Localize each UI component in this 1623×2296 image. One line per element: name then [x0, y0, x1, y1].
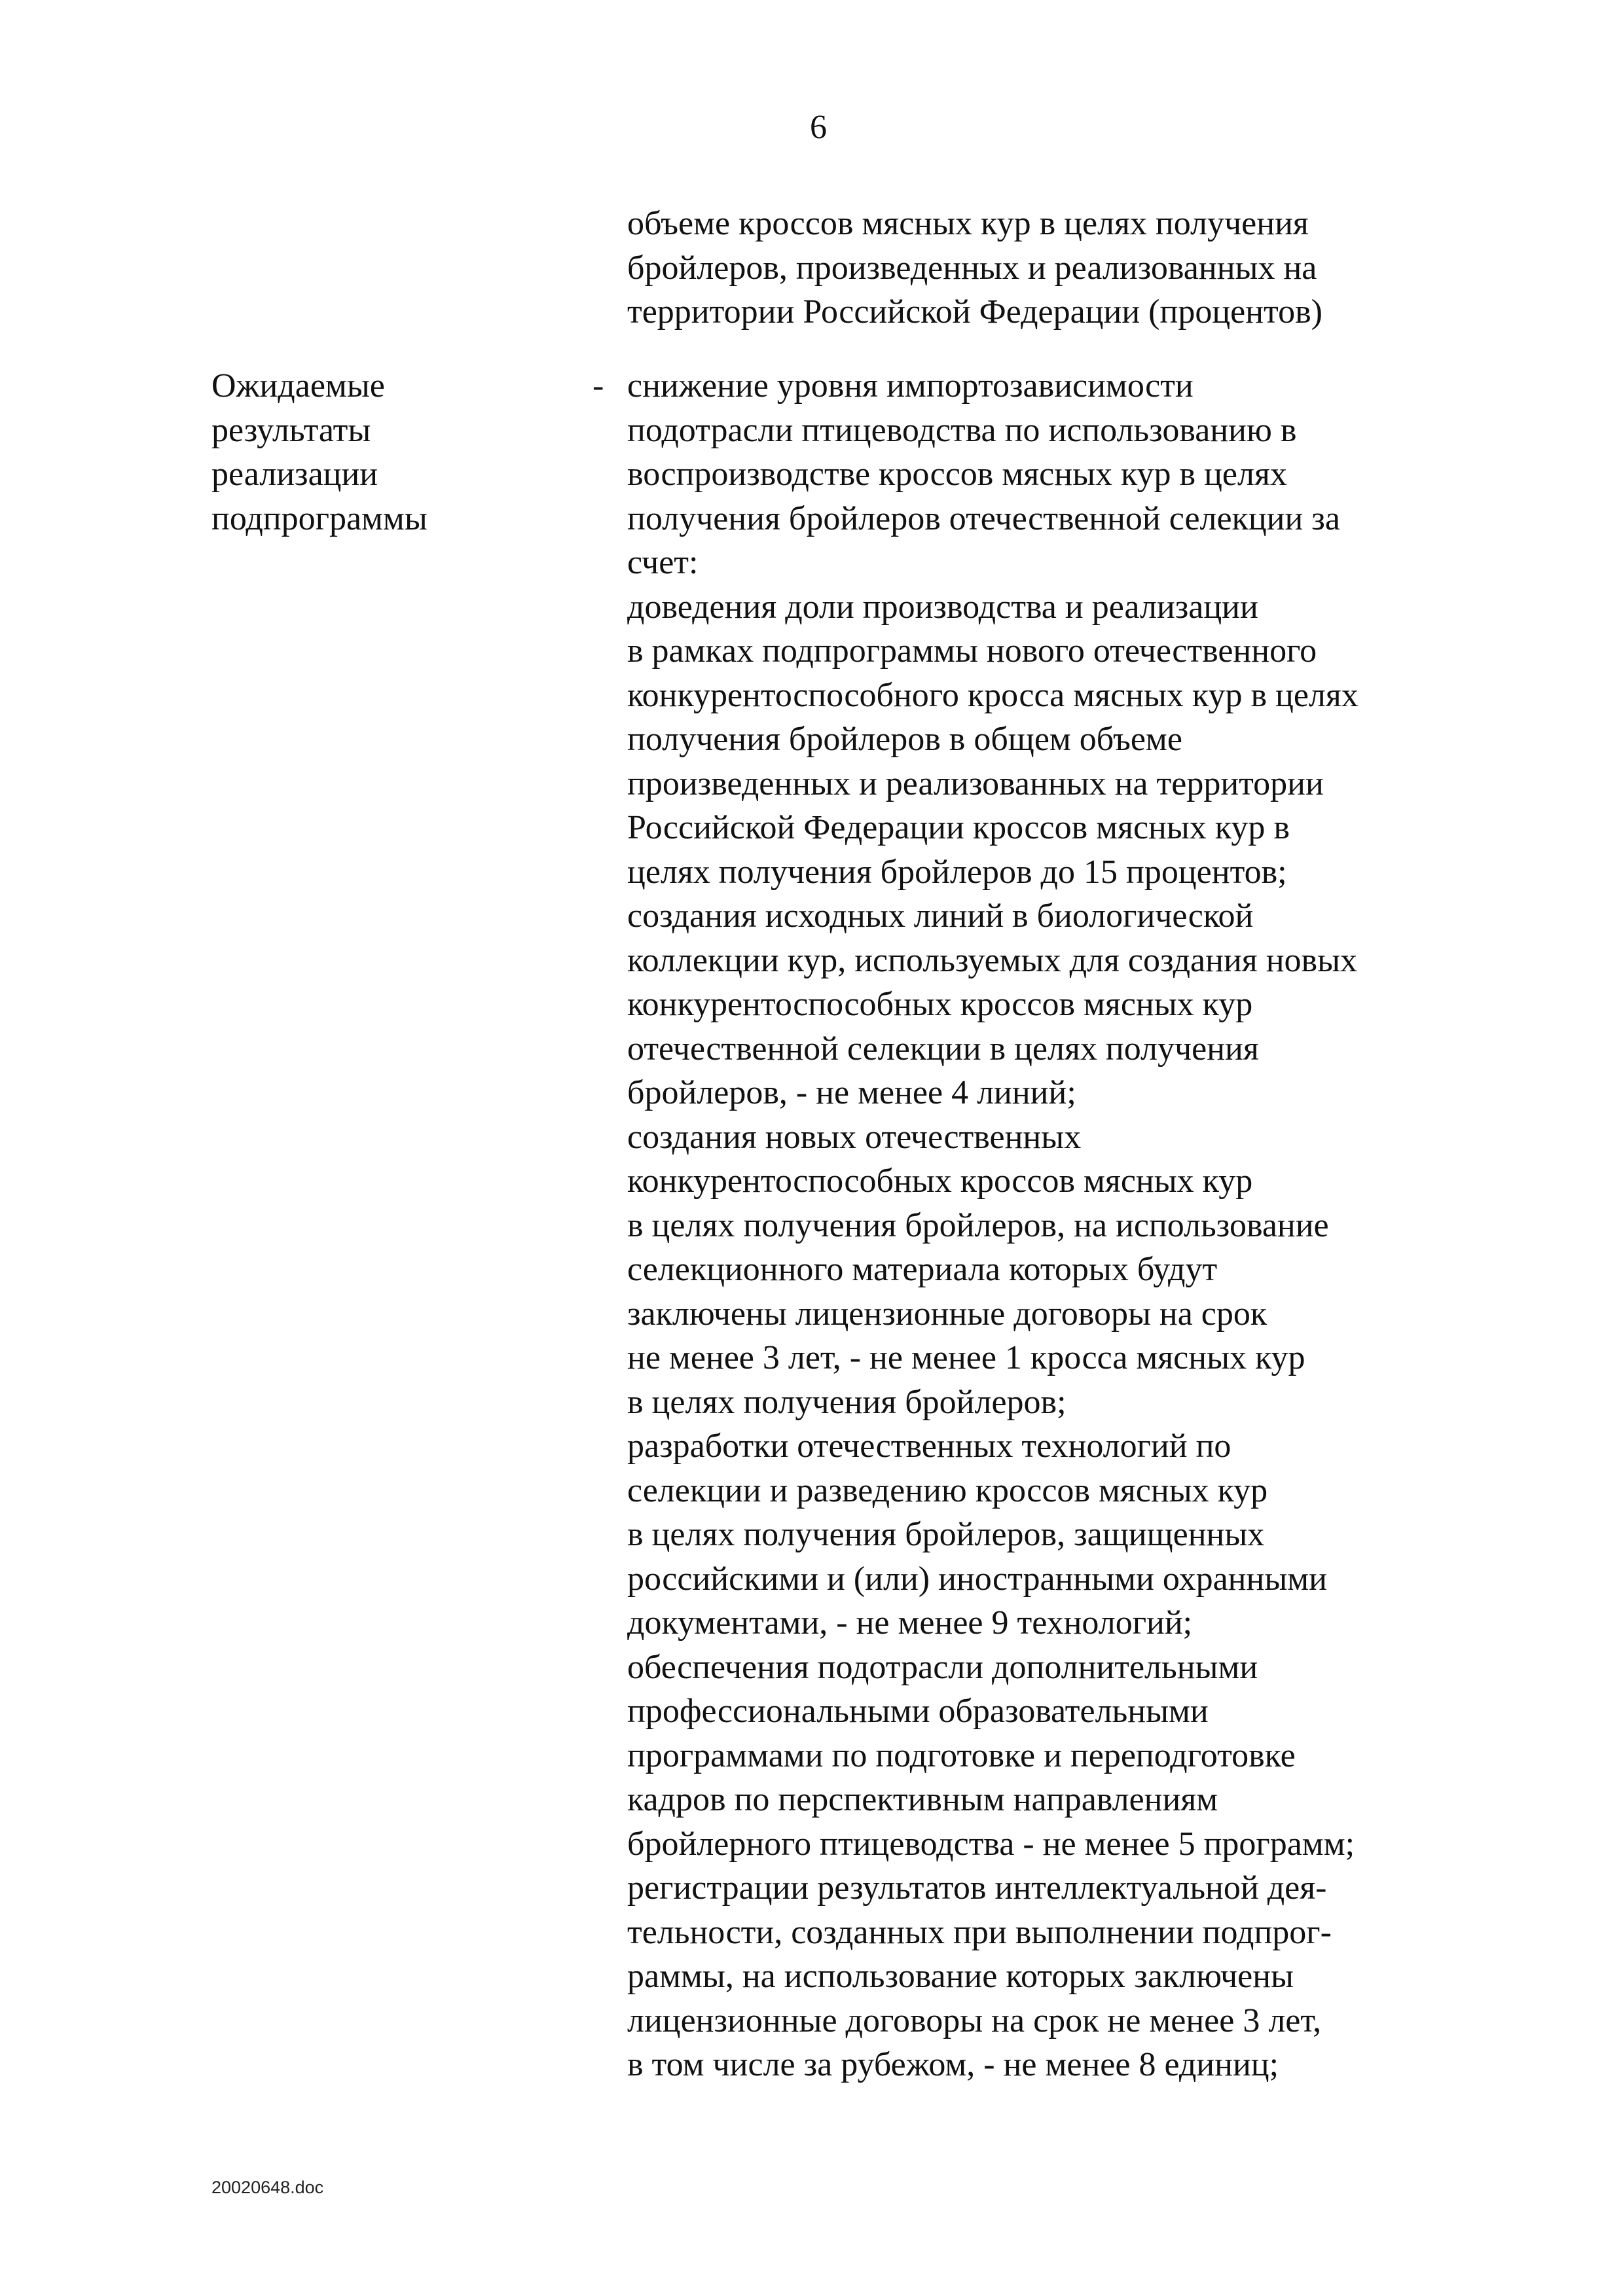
text-line: подотрасли птицеводства по использованию в	[627, 411, 1297, 449]
text-line: селекции и разведению кроссов мясных кур	[627, 1471, 1268, 1509]
label-line: реализации	[211, 456, 378, 493]
text-line: не менее 3 лет, - не менее 1 кросса мясных кур	[627, 1339, 1305, 1376]
text-line: получения бройлеров отечественной селекции за	[627, 499, 1340, 537]
text-line: программами по подготовке и переподготовке	[627, 1736, 1296, 1774]
label-line: подпрограммы	[211, 499, 428, 537]
text-line: бройлерного птицеводства - не менее 5 программ;	[627, 1825, 1355, 1863]
text-line: в целях получения бройлеров, защищенных	[627, 1516, 1265, 1553]
text-line: создания исходных линий в биологической	[627, 897, 1254, 935]
text-line: обеспечения подотрасли дополнительными	[627, 1648, 1258, 1686]
text-line: тельности, созданных при выполнении подпрог-	[627, 1913, 1332, 1951]
text-line: создания новых отечественных	[627, 1118, 1082, 1156]
intro-paragraph	[627, 202, 1322, 334]
text-line: бройлеров, произведенных и реализованных на	[627, 249, 1317, 287]
section-label	[211, 364, 428, 541]
text-line: бройлеров, - не менее 4 линий;	[627, 1074, 1076, 1111]
text-line: территории Российской Федерации (процентов)	[627, 293, 1322, 331]
results-text	[627, 364, 1359, 2087]
text-line: воспроизводстве кроссов мясных кур в целях	[627, 456, 1287, 493]
text-line: отечественной селекции в целях получения	[627, 1030, 1259, 1067]
text-line: конкурентоспособных кроссов мясных кур	[627, 986, 1253, 1023]
text-line: произведенных и реализованных на территории	[627, 764, 1324, 802]
list-dash: -	[593, 367, 604, 404]
page-number: 6	[810, 109, 827, 146]
text-line: целях получения бройлеров до 15 процентов;	[627, 853, 1287, 891]
text-line: регистрации результатов интеллектуальной дея-	[627, 1869, 1327, 1907]
text-line: в рамках подпрограммы нового отечественного	[627, 632, 1317, 670]
text-line: получения бройлеров в общем объеме	[627, 721, 1182, 758]
text-line: Российской Федерации кроссов мясных кур в	[627, 809, 1290, 846]
footer-filename: 20020648.doc	[211, 2178, 324, 2197]
text-line: документами, - не менее 9 технологий;	[627, 1604, 1193, 1641]
text-line: в целях получения бройлеров, на использование	[627, 1206, 1329, 1244]
text-line: селекционного материала которых будут	[627, 1251, 1218, 1288]
text-line: профессиональными образовательными	[627, 1693, 1209, 1730]
text-line: счет:	[627, 544, 699, 581]
text-line: доведения доли производства и реализации	[627, 588, 1258, 626]
text-line: российскими и (или) иностранными охранными	[627, 1560, 1327, 1598]
text-line: кадров по перспективным направлениям	[627, 1781, 1218, 1818]
text-line: снижение уровня импортозависимости	[627, 367, 1194, 404]
text-line: разработки отечественных технологий по	[627, 1427, 1231, 1465]
text-line: в целях получения бройлеров;	[627, 1383, 1067, 1421]
text-line: заключены лицензионные договоры на срок	[627, 1295, 1267, 1333]
text-line: коллекции кур, используемых для создания новых	[627, 941, 1358, 979]
text-line: конкурентоспособного кросса мясных кур в целях	[627, 676, 1359, 714]
text-line: в том числе за рубежом, - не менее 8 единиц;	[627, 2046, 1279, 2083]
label-line: результаты	[211, 411, 371, 449]
text-line: раммы, на использование которых заключены	[627, 1958, 1294, 1995]
text-line: объеме кроссов мясных кур в целях получения	[627, 205, 1309, 242]
label-line: Ожидаемые	[211, 367, 385, 404]
text-line: конкурентоспособных кроссов мясных кур	[627, 1162, 1253, 1200]
text-line: лицензионные договоры на срок не менее 3 лет,	[627, 2001, 1322, 2039]
